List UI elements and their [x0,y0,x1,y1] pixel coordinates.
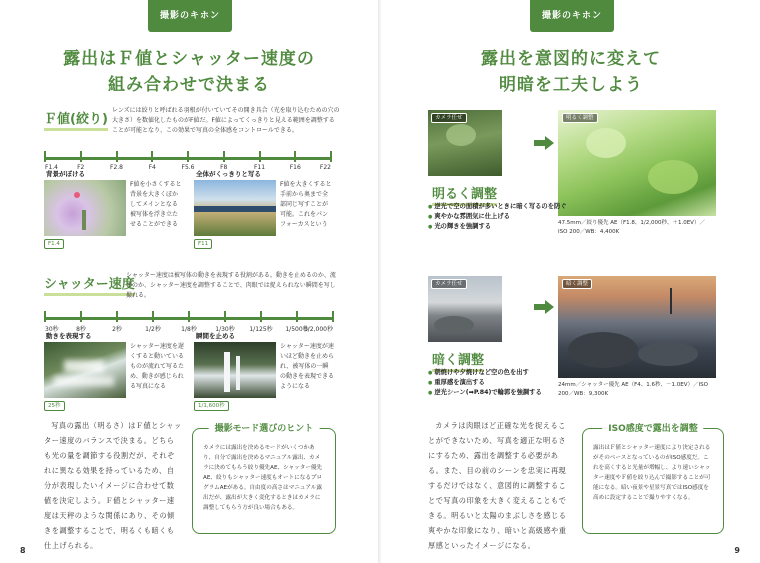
photo-caption: 47.5mm／絞り優先 AE（F1.8、1/2,000秒、＋1.0EV）／ISO 200／WB：4,400K [558,220,705,235]
right-page [382,0,760,563]
section-tab: 撮影のキホン [530,0,614,32]
fvalue-badge: F1.4 [44,239,64,249]
photo-caption: 24mm／シャッター優先 AE（F4、1.6秒、－1.0EV）／ISO 200／WB：9,300K [558,382,708,397]
scale-tick [224,311,226,322]
scale-tick [332,311,334,322]
scale-label: F2 [77,164,85,171]
fvalue-badge: F11 [194,239,212,249]
scale-label: F11 [253,164,266,171]
example-title: 動きを表現する [46,332,92,340]
left-page [0,0,378,563]
waterfall-fast-shutter-photo [194,342,276,398]
scale-tick [296,311,298,322]
blurred-background-photo [44,180,126,236]
bullet-item: ● 重厚感を演出する [428,378,542,388]
title-line-2: 明暗を工夫しよう [499,75,643,95]
scale-tick [188,311,190,322]
example-title: 全体がくっきりと写る [196,170,261,178]
scale-tick [187,151,189,162]
brightened-photo [558,110,716,216]
example-text: F値を大きくすると手前から奥まで全部同じ写すことが可能。これをパンフォーカスという [280,181,332,228]
example-title: 背景がぼける [46,170,85,178]
scale-tick [44,151,46,162]
example-text: シャッター速度が速いほど動きを止められ、被写体の一瞬の動きを表現できるようになる [280,343,335,390]
title-line-1: 露出はＦ値とシャッター速度の [63,49,315,69]
scale-tick [151,151,153,162]
page-title [0,46,378,98]
adjusted-tag: 明るく調整 [562,113,598,123]
scale-tick [152,311,154,322]
scale-label: F5.6 [181,164,195,171]
scale-tick [116,151,118,162]
hint-title: 撮影モード選びのヒント [209,421,320,434]
bullet-item: ● 逆光シーン(➡P.84)で輪郭を強調する [428,388,542,398]
fvalue-heading: Ｆ値(絞り) [44,108,108,127]
scale-label: 1/8秒 [181,326,197,333]
fvalue-scale [44,146,332,176]
dark-heading: 暗く調整 [432,349,484,368]
shutter-badge: 1/1,600秒 [194,401,229,411]
scale-label: 1/2秒 [145,326,161,333]
deep-focus-photo [194,180,276,236]
scale-label: 1/30秒 [215,326,235,333]
scale-tick [294,151,296,162]
scale-tick [223,151,225,162]
bullet-item: ● 光の輝きを強調する [428,222,567,232]
hint-text: カメラには露出を決めるモードがいくつかあり、自分で露出を決めるマニュアル露出、カメラに決めてもらう絞り優先AE、シャッター優先AE、絞りもシャッター速度もオートになるプログラムAEがある。自由度の高さはマニュアル露出だが、露出が大きく変化するときはカメラに調整してもらう方が良い場合もある。 [203,445,323,511]
scale-label: F16 [289,164,301,171]
title-line-1: 露出を意図的に変えて [481,49,661,69]
dark-bullet-list [428,368,542,398]
scale-label: 1/2,000秒 [303,326,333,333]
scale-tick [260,311,262,322]
hint-box [192,424,336,534]
example-text: F値を小さくすると背景を大きくぼかしてメインとなる被写体を浮き立たせることができる [130,181,182,228]
hint-box [582,424,724,534]
scale-label: F1.4 [45,164,58,171]
bright-bullet-list [428,202,567,232]
body-text: カメラは肉眼ほど正確な光を捉えることができないため、写真を適正な明るさにするため、露出を調整する必要がある。また、目の前のシーンを忠実に再現するだけではなく、意図的に調整することで写真の印象を大きく変えることもできる。明るいと太陽のまぶしさを感じる爽やかな印象になり、暗いと高級感や重厚感といったイメージになる。 [428,421,567,550]
page-number: 9 [734,546,740,555]
bullet-item: ● 逆光で空の面積が多いときに暗く写るのを防ぐ [428,202,567,212]
shutter-heading: シャッター速度 [44,273,135,292]
scale-label: 8秒 [76,326,86,333]
body-text: 写真の露出（明るさ）はＦ値とシャッター速度のバランスで決まる。どちらも光の量を調節する役割だが、それぞれに異なる効果を持っているため、自分が表現したいイメージに合わせて数値を決定しよう。Ｆ値とシャッター速度は天秤のような関係にあり、その傾きを調整することで、明るくも暗くも仕上げられる。 [44,421,182,550]
scale-label: F8 [220,164,228,171]
scale-tick [80,151,82,162]
scale-label: 30秒 [45,326,59,333]
hint-title: ISO感度で露出を調整 [602,421,703,434]
bullet-item: ● 爽やかな雰囲気に仕上げる [428,212,567,222]
title-line-2: 組み合わせで決まる [108,75,270,95]
shutter-badge: 25秒 [44,401,65,411]
example-title: 瞬間を止める [196,332,235,340]
page-title [382,46,760,98]
page-number: 8 [20,546,26,555]
darkened-photo [558,276,716,378]
arrow-right-icon [534,300,554,314]
section-tab: 撮影のキホン [148,0,232,32]
scale-tick [116,311,118,322]
scale-tick [259,151,261,162]
waterfall-long-exposure-photo [44,342,126,398]
example-text: シャッター速度を遅くすると動いているものが流れて写るため、動きが感じられる写真になる [130,343,185,390]
scale-tick [80,311,82,322]
scale-label: 2秒 [112,326,122,333]
scale-tick [44,311,46,322]
scale-label: F4 [148,164,156,171]
auto-tag: カメラ任せ [431,113,467,123]
scale-label: 1/500秒 [285,326,309,333]
arrow-right-icon [534,136,554,150]
scale-label: F22 [319,164,331,171]
shutter-description: シャッター速度は被写体の動きを表現する役割がある。動きを止めるのか、流すのか、シャッター速度を調整することで、肉眼では捉えられない瞬間を写し撮れる。 [126,272,336,299]
adjusted-tag: 暗く調整 [562,279,592,289]
scale-label: 1/125秒 [249,326,273,333]
bright-heading: 明るく調整 [432,183,497,202]
hint-text: 露出はＦ値とシャッター速度により決定されるがそのベースとなっているのがISO感度だ。これを高くすると光量が増幅し、より速いシャッター速度やＦ値を絞り込んで撮影することが可能になる。暗い夜景や星景写真ではISO感度を高めに設定することで撮りやすくなる。 [593,445,711,501]
auto-tag: カメラ任せ [431,279,467,289]
fvalue-description: レンズには絞りと呼ばれる羽根が付いていてその開き具合（光を取り込むための穴の大きさ）を数値化したものがF値だ。F値によってくっきりと見える範囲を調整することが可能となり、この効果で写真の全体感をコントロールできる。 [112,107,340,134]
bullet-item: ● 朝焼けや夕焼けなど空の色を出す [428,368,542,378]
scale-label: F2.8 [110,164,123,171]
scale-tick [330,151,332,162]
